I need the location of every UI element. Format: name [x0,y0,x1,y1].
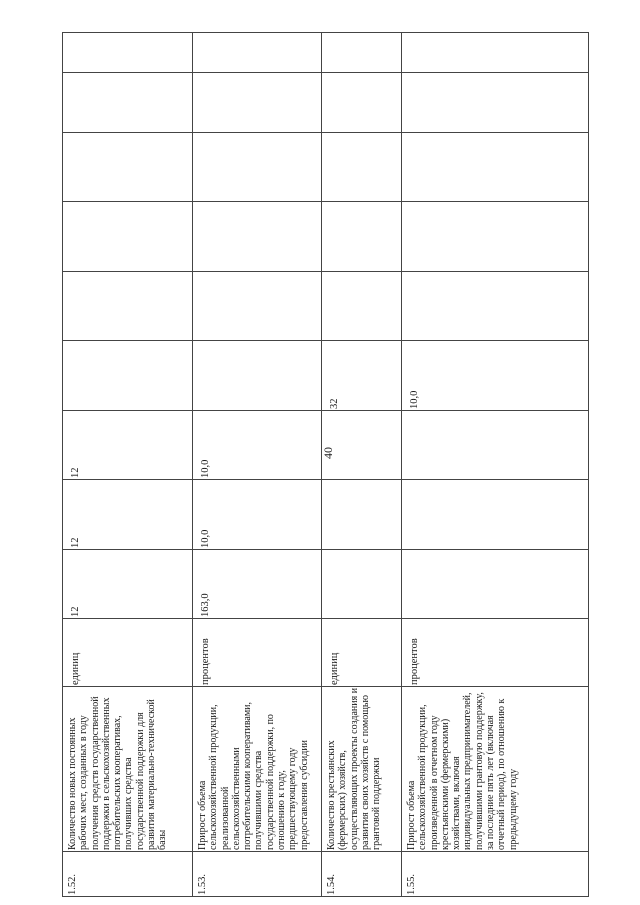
cell-empty-col [402,202,589,272]
cell-value: 10,0 [193,411,322,480]
cell-value [193,341,322,411]
cell-value [402,480,589,550]
cell-value [402,411,589,480]
cell-row-number: 1.53. [193,852,322,897]
cell-empty-col [193,202,322,272]
cell-indicator-name: Количество новых постоянных рабочих мест, созданных в году получения средств государственной поддержки в сельскохозяйственных потребительских кооперативах, получивших средства государственной поддержки для развития материально-технической базы [63,687,193,852]
cell-empty-col [322,202,402,272]
cell-empty-col [63,133,193,202]
cell-indicator-name: Прирост объема сельскохозяйственной продукции, реализованной сельскохозяйственными потребительскими кооперативами, получившими средства государственной поддержки, по отношению к году, предшествующему году предоставления субсидии [193,687,322,852]
cell-empty-col [193,33,322,73]
cell-empty-col [63,33,193,73]
cell-empty-col [402,133,589,202]
cell-unit: единиц [322,619,402,687]
cell-value [322,550,402,619]
cell-row-number: 1.54. [322,852,402,897]
cell-empty-col [322,133,402,202]
cell-value: 12 [63,480,193,550]
cell-empty-col [193,73,322,133]
cell-value [63,341,193,411]
cell-empty-col [63,73,193,133]
cell-value: 12 [63,550,193,619]
page-number: 40 [321,447,335,459]
cell-value: 12 [63,411,193,480]
cell-unit: процентов [402,619,589,687]
cell-indicator-name: Прирост объема сельскохозяйственной продукции, произведенной в отчетном году крестьянскими (фермерскими) хозяйствами, включая индивидуальных предпринимателей, получившими грантовую поддержку, за последние пять лет (включая отчетный период), по отношению к предыдущему году [402,687,589,852]
cell-empty-col [402,33,589,73]
cell-value: 163,0 [193,550,322,619]
indicators-table [62,32,589,897]
cell-empty-col [402,73,589,133]
cell-value: 10,0 [193,480,322,550]
cell-row-number: 1.55. [402,852,589,897]
cell-value [402,550,589,619]
cell-empty-col [63,202,193,272]
cell-indicator-name: Количество крестьянских (фермерских) хозяйств, осуществляющих проекты создания и развития своих хозяйств с помощью грантовой поддержки [322,687,402,852]
cell-value [322,480,402,550]
cell-empty-col [193,272,322,341]
cell-empty-col [322,73,402,133]
cell-unit: процентов [193,619,322,687]
cell-empty-col [402,272,589,341]
cell-empty-col [63,272,193,341]
cell-value [322,411,402,480]
cell-empty-col [193,133,322,202]
cell-empty-col [322,272,402,341]
cell-value: 32 [322,341,402,411]
cell-value: 10,0 [402,341,589,411]
cell-empty-col [322,33,402,73]
cell-unit: единиц [63,619,193,687]
cell-row-number: 1.52. [63,852,193,897]
